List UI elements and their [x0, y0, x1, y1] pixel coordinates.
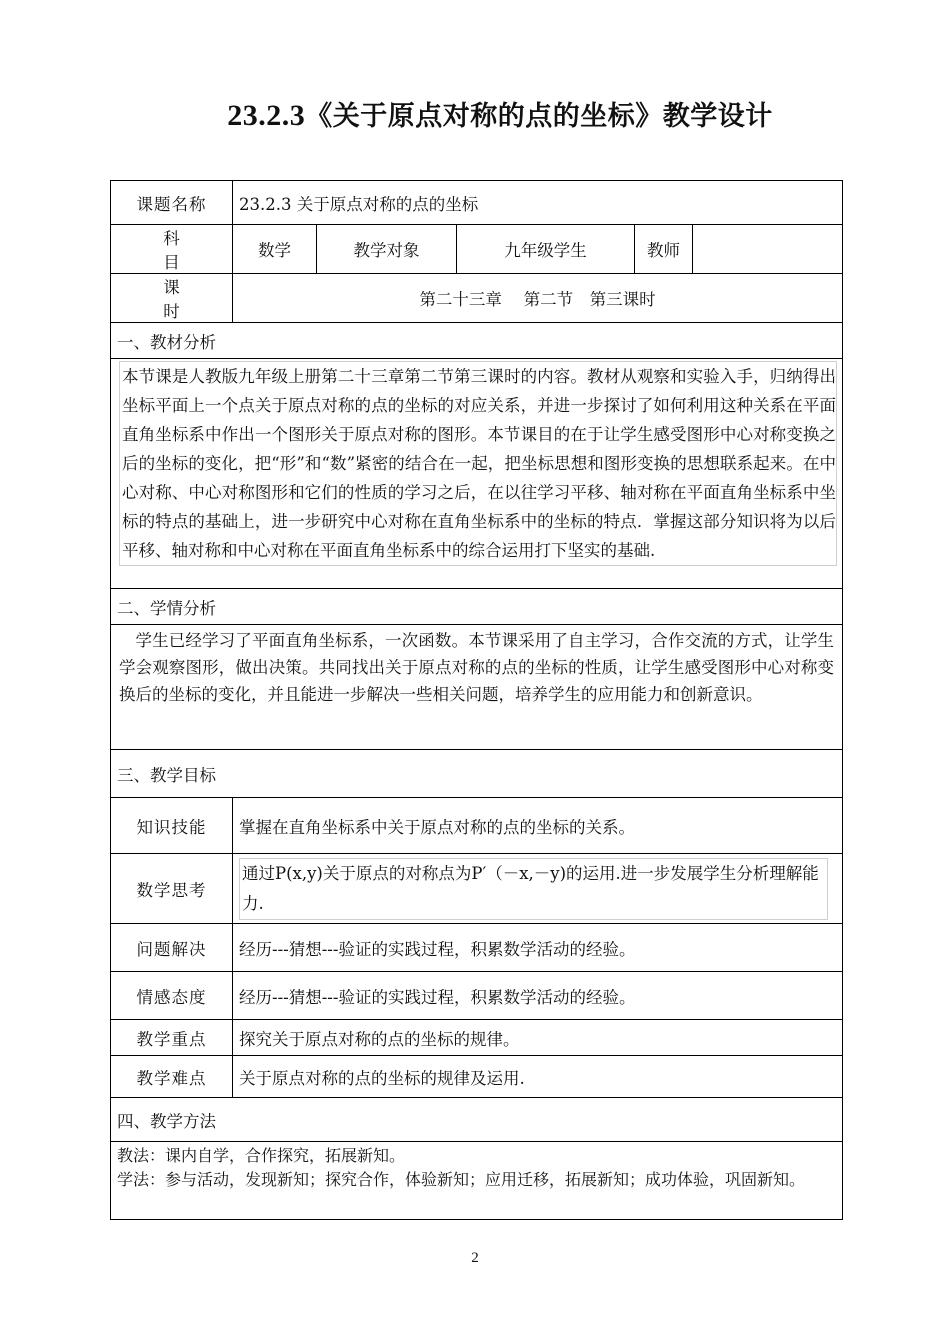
learning-method-line: 学法：参与活动，发现新知；探究合作，体验新知；应用迁移，拓展新知；成功体验，巩固新知。 [117, 1170, 806, 1189]
goal-row [111, 924, 843, 972]
section-1-heading: 一、教材分析 [111, 323, 843, 359]
goal-row [111, 1056, 843, 1098]
section-4-heading: 四、教学方法 [111, 1098, 843, 1142]
section-2-heading: 二、学情分析 [111, 589, 843, 625]
teacher-label: 教师 [635, 225, 693, 274]
row-section-4-body [111, 1142, 843, 1220]
goal-label: 知识技能 [111, 798, 233, 854]
section-2-text: 学生已经学习了平面直角坐标系，一次函数。本节课采用了自主学习，合作交流的方式，让学生学会观察图形，做出决策。共同找出关于原点对称的点的坐标的性质，让学生感受图形中心对称变换后的坐标的变化，并且能进一步解决一些相关问题，培养学生的应用能力和创新意识。 [111, 625, 843, 750]
page-title [0, 94, 950, 133]
goal-label: 情感态度 [111, 972, 233, 1020]
title-text: 《关于原点对称的点的坐标》教学设计 [305, 101, 773, 132]
row-section-1-body [111, 359, 843, 589]
goal-value: 关于原点对称的点的坐标的规律及运用. [233, 1056, 843, 1098]
row-section-4-heading [111, 1098, 843, 1142]
teaching-method-line: 教法：课内自学，合作探究，拓展新知。 [117, 1146, 406, 1165]
lesson-plan-table [110, 180, 843, 1220]
section-1-body [111, 359, 843, 589]
goal-value: 经历---猜想---验证的实践过程，积累数学活动的经验。 [233, 924, 843, 972]
period-value: 第二十三章 第二节 第三课时 [233, 274, 843, 323]
row-subject [111, 225, 843, 274]
goal-label: 教学重点 [111, 1020, 233, 1056]
goal-value: 探究关于原点对称的点的坐标的规律。 [233, 1020, 843, 1056]
goal-row [111, 854, 843, 924]
period-label: 课 时 [111, 274, 233, 323]
page-number: 2 [471, 1250, 479, 1266]
goal-value: 经历---猜想---验证的实践过程，积累数学活动的经验。 [233, 972, 843, 1020]
subject-label: 科 目 [111, 225, 233, 274]
row-section-2-body [111, 625, 843, 750]
goal-label: 数学思考 [111, 854, 233, 924]
teacher-value [693, 225, 843, 274]
row-section-1-heading [111, 323, 843, 359]
subject-value: 数学 [233, 225, 317, 274]
goal-value-text: 通过P(x,y)关于原点的对称点为P′（－x,－y)的运用.进一步发展学生分析理解能力. [239, 858, 828, 920]
goal-row [111, 972, 843, 1020]
goal-value: 掌握在直角坐标系中关于原点对称的点的坐标的关系。 [233, 798, 843, 854]
row-section-2-heading [111, 589, 843, 625]
audience-label: 教学对象 [317, 225, 457, 274]
goal-row [111, 798, 843, 854]
goal-value [233, 854, 843, 924]
row-course-name [111, 181, 843, 225]
course-name-value: 23.2.3 关于原点对称的点的坐标 [233, 181, 843, 225]
row-section-3-heading [111, 750, 843, 798]
audience-value: 九年级学生 [457, 225, 635, 274]
section-4-body [111, 1142, 843, 1220]
title-number: 23.2.3 [227, 99, 306, 132]
section-1-text: 本节课是人教版九年级上册第二十三章第二节第三课时的内容。教材从观察和实验入手，归纳得出坐标平面上一个点关于原点对称的点的坐标的对应关系，并进一步探讨了如何利用这种关系在平面直角坐标系中作出一个图形关于原点对称的图形。本节课目的在于让学生感受图形中心对称变换之后的坐标的变化，把“形”和“数”紧密的结合在一起，把坐标思想和图形变换的思想联系起来。在中心对称、中心对称图形和它们的性质的学习之后，在以往学习平移、轴对称在平面直角坐标系中坐标的特点的基础上，进一步研究中心对称在直角坐标系中的坐标的特点．掌握这部分知识将为以后平移、轴对称和中心对称在平面直角坐标系中的综合运用打下坚实的基础. [119, 361, 837, 566]
goal-label: 教学难点 [111, 1056, 233, 1098]
goal-label: 问题解决 [111, 924, 233, 972]
section-3-heading: 三、教学目标 [111, 750, 843, 798]
row-period [111, 274, 843, 323]
course-name-label: 课题名称 [111, 181, 233, 225]
goal-row [111, 1020, 843, 1056]
